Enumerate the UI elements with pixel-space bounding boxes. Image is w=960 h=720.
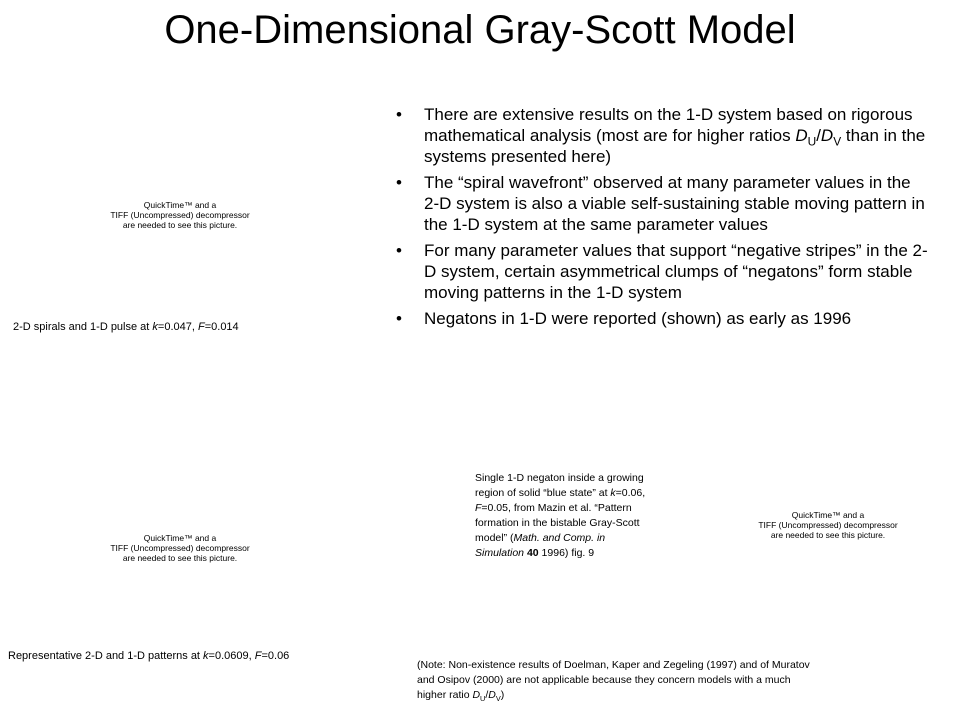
bullet-text: There are extensive results on the 1-D system based on rigorous mathematical analysis (most are for higher ratios	[424, 105, 913, 145]
bullet-marker: •	[396, 173, 402, 192]
dv-subscript: V	[833, 134, 842, 149]
image-placeholder-1	[95, 200, 265, 230]
image-placeholder-2	[95, 533, 265, 563]
bullet-item-4	[388, 308, 928, 329]
bullet-marker: •	[396, 105, 402, 124]
footnote: (Note: Non-existence results of Doelman, Kaper and Zegeling (1997) and of Muratov and Osipov (2000) are not applicable because they concern models with a much higher ratio $D_U/D_V$)	[417, 659, 810, 704]
bullet-marker: •	[396, 241, 402, 260]
slash: /	[816, 126, 821, 145]
placeholder-line: QuickTime™ and a	[143, 200, 217, 210]
placeholder-line: TIFF (Uncompressed) decompressor	[758, 520, 898, 530]
placeholder-line: are needed to see this picture.	[770, 530, 886, 540]
placeholder-line: QuickTime™ and a	[791, 510, 865, 520]
bullet-text: For many parameter values that support “negative stripes” in the 2-D system, certain asymmetrical clumps of “negatons” form stable moving patterns in the 1-D system	[424, 241, 928, 302]
bullet-marker: •	[396, 309, 402, 328]
placeholder-line: QuickTime™ and a	[143, 533, 217, 543]
bullet-text: Negatons in 1-D were reported (shown) as early as 1996	[424, 309, 852, 328]
placeholder-line: TIFF (Uncompressed) decompressor	[110, 210, 250, 220]
du-subscript: U	[807, 134, 817, 149]
bullet-list	[388, 104, 928, 334]
bullet-text: The “spiral wavefront” observed at many parameter values in the 2-D system is also a viable self-sustaining stable moving pattern in the 1-D system at the same parameter values	[424, 173, 925, 234]
placeholder-line: TIFF (Uncompressed) decompressor	[110, 543, 250, 553]
placeholder-line: are needed to see this picture.	[122, 220, 238, 230]
bullet-item-2	[388, 172, 928, 235]
slide-title: One-Dimensional Gray-Scott Model	[164, 8, 796, 52]
placeholder-line: are needed to see this picture.	[122, 553, 238, 563]
image-placeholder-3	[743, 510, 913, 540]
bullet-item-1	[388, 104, 928, 167]
du-symbol: D	[795, 126, 808, 145]
caption-negaton: Single 1-D negaton inside a growing region of solid “blue state” at k=0.06, F=0.05, from Mazin et al. “Pattern formation in the bistable Gray-Scott model” (Math. and Comp. in Simulation 40 1996) fig. 9	[475, 472, 646, 559]
caption-spirals: 2-D spirals and 1-D pulse at k=0.047, F=0.014	[13, 321, 239, 333]
caption-representative: Representative 2-D and 1-D patterns at k=0.0609, F=0.06	[8, 650, 290, 662]
bullet-text-end: than in the systems presented here)	[424, 126, 926, 166]
bullet-item-3	[388, 240, 928, 303]
dv-symbol: D	[820, 126, 834, 145]
